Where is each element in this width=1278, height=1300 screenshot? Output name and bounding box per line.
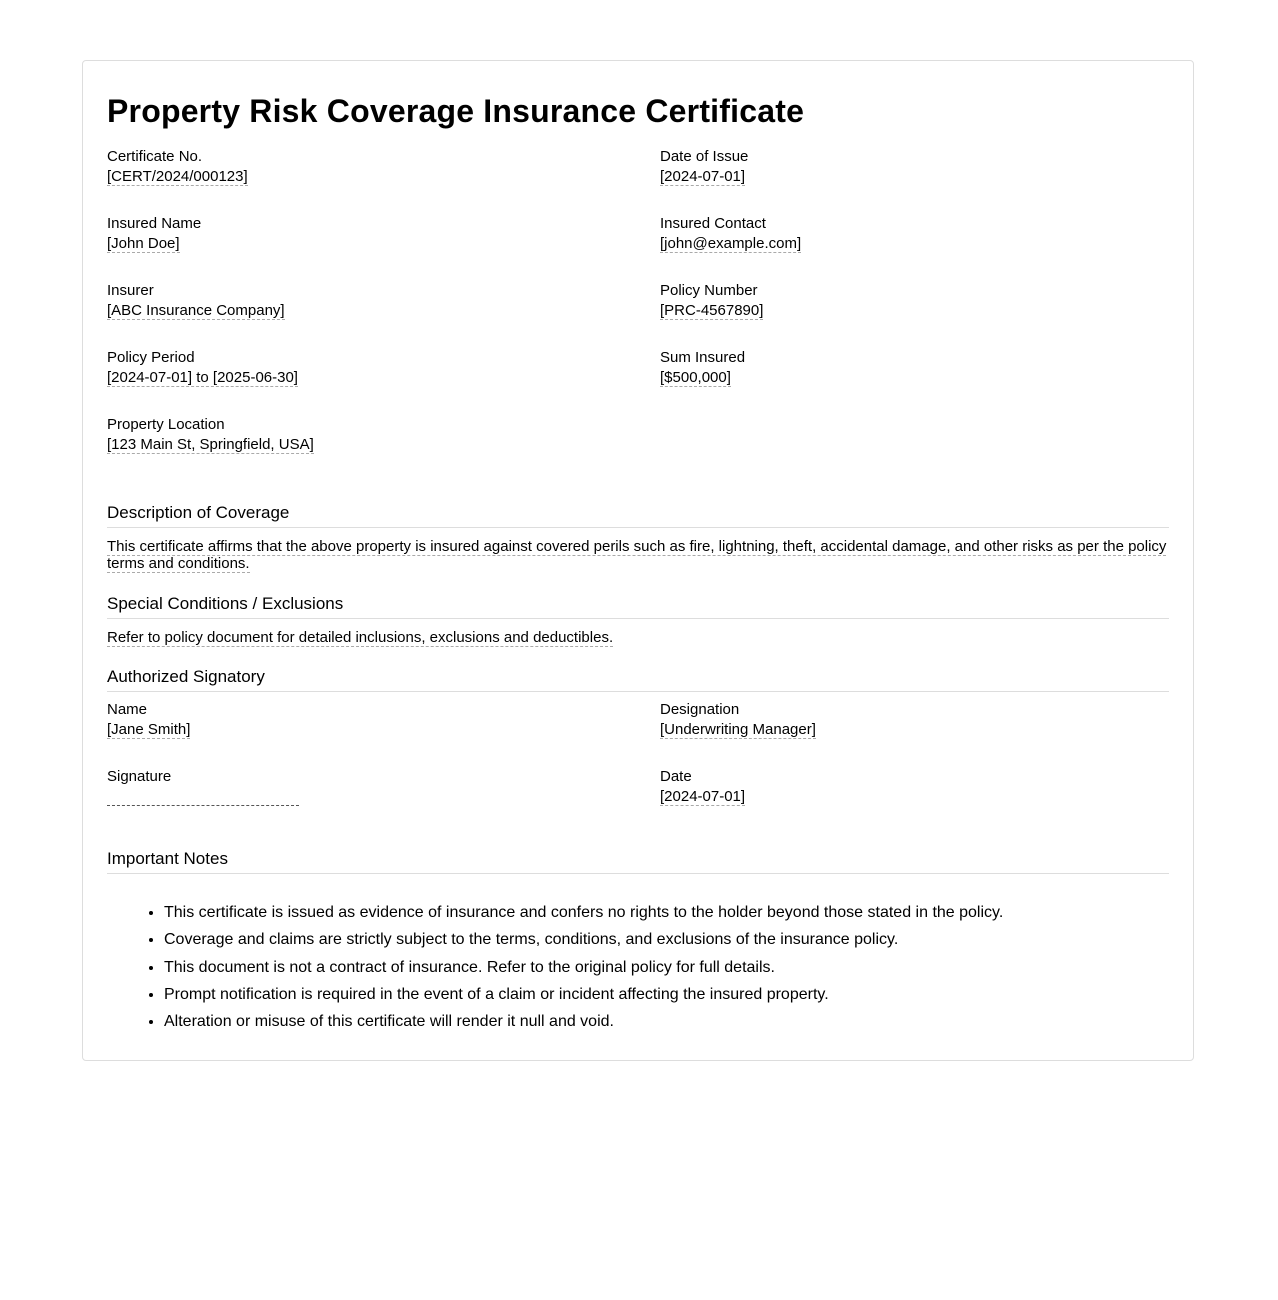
details-grid — [107, 147, 1169, 482]
field-label: Insured Name — [107, 215, 202, 232]
special-conditions-text[interactable]: Refer to policy document for detailed inclusions, exclusions and deductibles. — [107, 629, 614, 646]
field-label: Date — [660, 768, 692, 785]
list-item: • Prompt notification is required in the event of a claim or incident affecting the insured property. — [164, 986, 1169, 1004]
field-label: Policy Number — [660, 282, 758, 299]
list-item: • This certificate is issued as evidence of insurance and confers no rights to the holder beyond those stated in the policy. — [164, 904, 1169, 922]
field-value[interactable]: [Jane Smith] — [107, 721, 191, 738]
field-value[interactable]: [2024-07-01] to [2025-06-30] — [107, 369, 298, 386]
signatory-heading: Authorized Signatory — [107, 666, 1169, 692]
field-property-location — [107, 415, 660, 482]
list-item: • Alteration or misuse of this certificate will render it null and void. — [164, 1013, 1169, 1031]
field-label: Property Location — [107, 416, 225, 433]
field-value[interactable]: [Underwriting Manager] — [660, 721, 816, 738]
field-value[interactable]: [PRC-4567890] — [660, 302, 764, 319]
field-value[interactable]: [$500,000] — [660, 369, 731, 386]
field-label: Policy Period — [107, 349, 195, 366]
certificate-title: Property Risk Coverage Insurance Certificate — [107, 93, 805, 129]
field-value[interactable]: [2024-07-01] — [660, 168, 746, 185]
list-item: • Coverage and claims are strictly subject to the terms, conditions, and exclusions of the insurance policy. — [164, 931, 1169, 949]
field-designation — [660, 700, 1170, 767]
field-value[interactable]: [John Doe] — [107, 235, 180, 252]
field-date-of-issue — [660, 147, 1170, 214]
field-label: Insurer — [107, 282, 154, 299]
field-insured-name — [107, 214, 660, 281]
field-insurer — [107, 281, 660, 348]
field-label: Signature — [107, 768, 172, 785]
coverage-heading: Description of Coverage — [107, 502, 1169, 528]
field-label: Name — [107, 701, 148, 718]
notes-heading: Important Notes — [107, 848, 1169, 874]
notes-list — [107, 904, 1169, 1031]
field-policy-number — [660, 281, 1170, 348]
field-certificate-no — [107, 147, 660, 214]
field-value[interactable]: [123 Main St, Springfield, USA] — [107, 436, 314, 453]
field-insured-contact — [660, 214, 1170, 281]
field-label: Certificate No. — [107, 148, 203, 165]
coverage-block — [107, 538, 1169, 572]
signatory-grid — [107, 700, 1169, 834]
field-signatory-name — [107, 700, 660, 767]
field-sum-insured — [660, 348, 1170, 415]
field-label: Date of Issue — [660, 148, 749, 165]
coverage-text[interactable]: This certificate affirms that the above property is insured against covered perils such as fire, lightning, theft, accidental damage, and other risks as per the policy terms and conditions. — [107, 538, 1167, 572]
field-value[interactable]: [ABC Insurance Company] — [107, 302, 285, 319]
field-value[interactable]: [john@example.com] — [660, 235, 802, 252]
field-label: Insured Contact — [660, 215, 766, 232]
certificate-card — [82, 60, 1194, 1061]
field-sign-date — [660, 767, 1170, 834]
field-label: Designation — [660, 701, 740, 718]
list-item: • This document is not a contract of insurance. Refer to the original policy for full details. — [164, 959, 1169, 977]
field-value[interactable]: [2024-07-01] — [660, 788, 746, 805]
signature-line[interactable] — [107, 788, 299, 806]
special-conditions-heading: Special Conditions / Exclusions — [107, 593, 1169, 619]
field-label: Sum Insured — [660, 349, 746, 366]
special-conditions-block — [107, 629, 1169, 646]
field-value[interactable]: [CERT/2024/000123] — [107, 168, 248, 185]
field-policy-period — [107, 348, 660, 415]
field-signature — [107, 767, 660, 834]
